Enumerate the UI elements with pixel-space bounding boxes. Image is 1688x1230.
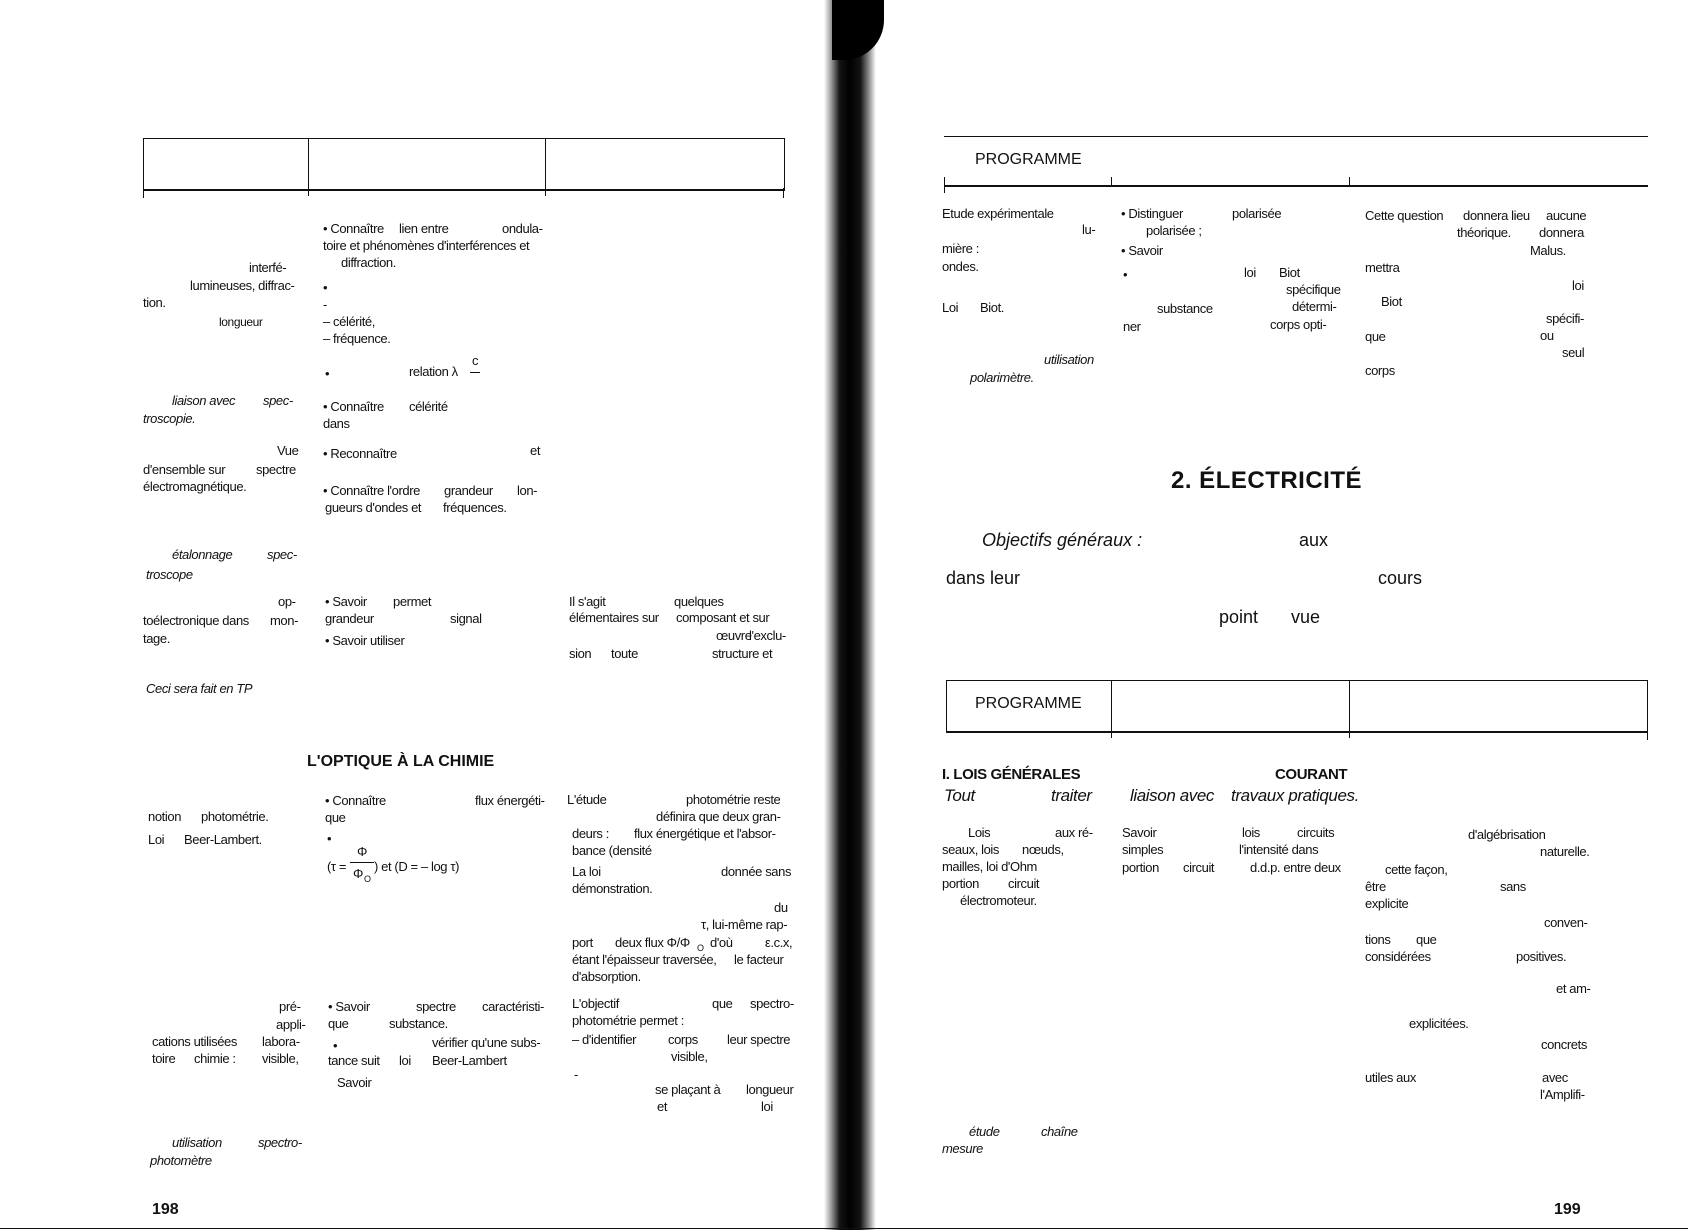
col2-text: • xyxy=(325,366,330,381)
bottom-col3-text: et am- xyxy=(1556,981,1591,996)
col2-text: lon- xyxy=(517,483,538,498)
col2-text: tance suit xyxy=(328,1053,380,1068)
bottom-col3-text: l'Amplifi- xyxy=(1540,1087,1585,1102)
col3-text: loi xyxy=(761,1099,773,1114)
col2-text: fréquences. xyxy=(443,500,507,515)
left-header-divider-1 xyxy=(308,138,309,196)
left-section-title: L'OPTIQUE À LA CHIMIE xyxy=(307,753,495,770)
col3-text: démonstration. xyxy=(572,881,653,896)
col3-text: τ, lui-même rap- xyxy=(701,917,788,932)
objectifs-text: vue xyxy=(1291,607,1321,627)
col3-text: sion xyxy=(569,646,592,661)
col3-text: le facteur xyxy=(734,952,784,967)
bottom-col3-text: positives. xyxy=(1516,949,1567,964)
col2-text: permet xyxy=(393,594,432,609)
col1-text: tage. xyxy=(143,631,170,646)
col3-text: bance (densité xyxy=(572,843,652,858)
bottom-col2-text: lois xyxy=(1242,825,1260,840)
top-col2-text: substance xyxy=(1157,301,1213,316)
top-col3-text: seul xyxy=(1562,345,1585,360)
col2-text: • Savoir xyxy=(328,999,370,1014)
col2-text: • xyxy=(327,831,332,846)
top-col2-text: polarisée ; xyxy=(1146,223,1202,238)
col2-text: que xyxy=(328,1016,349,1031)
top-col1-text: Loi xyxy=(942,300,959,315)
col3-text: La loi xyxy=(572,864,601,879)
col3-text: composant et sur xyxy=(676,610,770,625)
col3-text: du xyxy=(774,900,788,915)
tau-fraction-bar xyxy=(350,862,374,863)
col1-text: photométrie. xyxy=(201,809,269,824)
col2-text: grandeur xyxy=(444,483,493,498)
col3-text: se plaçant à xyxy=(655,1082,721,1097)
col2-text: • Connaître l'ordre xyxy=(323,483,420,498)
col1-text: tion. xyxy=(143,295,166,310)
top-col2-text: détermi- xyxy=(1292,299,1337,314)
col2-text: loi xyxy=(399,1053,411,1068)
top-col2-text: • Savoir xyxy=(1121,243,1163,258)
top-col1-text: polarimètre. xyxy=(970,370,1034,385)
electricite-title: 2. ÉLECTRICITÉ xyxy=(1171,467,1363,494)
objectifs-text: point xyxy=(1219,607,1259,627)
bottom-col3-text: concrets xyxy=(1541,1037,1587,1052)
bottom-col2-text: l'intensité dans xyxy=(1239,842,1319,857)
bottom-col3-text: avec xyxy=(1542,1070,1568,1085)
col2-text: signal xyxy=(450,611,482,626)
lois-heading: COURANT xyxy=(1275,766,1348,783)
col2-text: – fréquence. xyxy=(323,331,391,346)
col1-text: appli- xyxy=(276,1017,306,1032)
bottom-col1-text: étude xyxy=(969,1124,1000,1139)
bottom-col2-text: circuit xyxy=(1183,860,1215,875)
col2-text: • Connaître xyxy=(323,221,384,236)
col3-text: Il s'agit xyxy=(569,594,606,609)
bottom-col1-text: mailles, loi d'Ohm xyxy=(942,859,1037,874)
col1-text: Loi xyxy=(148,832,165,847)
col3-text: ε.c.x, xyxy=(765,935,793,950)
page-number-left: 198 xyxy=(152,1201,179,1218)
col3-text: – d'identifier xyxy=(572,1032,637,1047)
col1-text: spec- xyxy=(267,547,297,562)
top-col2-text: polarisée xyxy=(1232,206,1282,221)
bottom-col1-text: mesure xyxy=(942,1141,983,1156)
bottom-col3-text: conven- xyxy=(1544,915,1588,930)
bottom-col3-text: considérées xyxy=(1365,949,1431,964)
bottom-col1-text: portion xyxy=(942,876,979,891)
col3-text: deux flux Φ/Φ xyxy=(615,935,690,950)
col3-text: L'objectif xyxy=(572,996,619,1011)
col2-text: - xyxy=(323,297,327,312)
col1-text: mon- xyxy=(270,613,299,628)
bottom-col3-text: être xyxy=(1365,879,1386,894)
col3-text: corps xyxy=(668,1032,698,1047)
col1-text: lumineuses, diffrac- xyxy=(190,278,295,293)
col1-text: troscopie. xyxy=(143,411,196,426)
bottom-col3-text: utiles aux xyxy=(1365,1070,1416,1085)
col3-text: photométrie reste xyxy=(686,792,781,807)
lois-subheading: traiter xyxy=(1051,786,1092,805)
top-col3-text: mettra xyxy=(1365,260,1400,275)
bottom-col3-text: sans xyxy=(1500,879,1526,894)
col2-text: Beer-Lambert xyxy=(432,1053,507,1068)
bottom-header-tick-right xyxy=(1647,730,1648,740)
top-col2-text: • xyxy=(1123,267,1128,282)
lois-subheading: liaison avec xyxy=(1130,786,1215,805)
col2-text: c xyxy=(472,353,479,368)
col2-text: vérifier qu'une subs- xyxy=(432,1035,541,1050)
col1-text: pré- xyxy=(279,999,301,1014)
bottom-col3-text: que xyxy=(1416,932,1437,947)
col2-text: et xyxy=(530,443,541,458)
bottom-col2-text: Savoir xyxy=(1122,825,1157,840)
top-col2-text: ner xyxy=(1123,319,1141,334)
col2-text: • Reconnaître xyxy=(323,446,397,461)
col3-text: longueur xyxy=(746,1082,794,1097)
col2-text: relation λ xyxy=(409,364,458,379)
col3-text: photométrie permet : xyxy=(572,1013,684,1028)
col2-text: • xyxy=(323,280,328,295)
col1-text: labora- xyxy=(262,1034,300,1049)
top-col3-text: théorique. xyxy=(1457,225,1511,240)
col2-text: (τ = xyxy=(327,859,347,874)
col2-text: diffraction. xyxy=(341,255,396,270)
col1-text: notion xyxy=(148,809,182,824)
col1-text: photomètre xyxy=(150,1153,212,1168)
col2-text: substance. xyxy=(389,1016,448,1031)
top-col1-text: utilisation xyxy=(1044,352,1094,367)
col3-text: toute xyxy=(611,646,638,661)
col1-text: troscope xyxy=(146,567,193,582)
bottom-col1-text: nœuds, xyxy=(1022,842,1064,857)
col3-text: œuvre xyxy=(716,628,752,643)
col2-text: • Connaître xyxy=(323,399,384,414)
bottom-header-divider-1 xyxy=(1111,680,1112,738)
col1-text: visible, xyxy=(262,1051,299,1066)
col3-text: visible, xyxy=(671,1049,708,1064)
top-col3-text: spécifi- xyxy=(1546,311,1584,326)
objectifs-text: dans leur xyxy=(946,568,1021,588)
col3-text: que xyxy=(712,996,733,1011)
col2-text: ondula- xyxy=(502,221,543,236)
col3-text: et xyxy=(657,1099,668,1114)
top-table-tick xyxy=(944,177,945,193)
right-page xyxy=(860,0,1688,1230)
programme-label: PROGRAMME xyxy=(975,151,1082,168)
col2-text: que xyxy=(325,810,346,825)
top-col3-text: Cette question xyxy=(1365,208,1444,223)
top-col1-text: mière : xyxy=(942,241,979,256)
left-header-tick-right xyxy=(783,188,784,198)
top-table-rule xyxy=(944,136,1648,137)
col3-text: spectro- xyxy=(750,996,794,1011)
top-col1-text: Biot. xyxy=(980,300,1005,315)
left-header-divider-2 xyxy=(545,138,546,196)
bottom-col2-text: simples xyxy=(1122,842,1164,857)
col3-text: - xyxy=(574,1067,578,1082)
col2-text: O xyxy=(364,874,371,884)
col3-text: O xyxy=(697,943,704,953)
programme-label: PROGRAMME xyxy=(975,695,1082,712)
col1-text: interfé- xyxy=(249,260,287,275)
top-col1-text: ondes. xyxy=(942,259,979,274)
top-col3-text: corps xyxy=(1365,363,1395,378)
col3-text: L'étude xyxy=(567,792,607,807)
col2-text: • Savoir xyxy=(325,594,367,609)
col3-text: l'exclu- xyxy=(749,628,786,643)
bottom-col3-text: tions xyxy=(1365,932,1391,947)
left-header-table xyxy=(143,138,785,191)
bottom-col1-text: seaux, lois xyxy=(942,842,1000,857)
objectifs-label: Objectifs généraux : xyxy=(982,530,1143,550)
col1-text: utilisation xyxy=(172,1135,222,1150)
bottom-header-divider-2 xyxy=(1349,680,1350,738)
top-col1-text: lu- xyxy=(1082,222,1096,237)
col1-text: d'ensemble sur xyxy=(143,462,226,477)
bottom-edge-rule xyxy=(0,1228,1688,1229)
bottom-col3-text: explicite xyxy=(1365,896,1409,911)
bottom-col1-text: aux ré- xyxy=(1055,825,1093,840)
top-col2-text: spécifique xyxy=(1286,282,1341,297)
col1-text: longueur xyxy=(219,315,263,329)
col1-text: Ceci sera fait en TP xyxy=(146,681,253,696)
col3-text: d'où xyxy=(710,935,733,950)
col2-text: – célérité, xyxy=(323,314,375,329)
top-col1-text: Etude expérimentale xyxy=(942,206,1054,221)
bottom-col1-text: chaîne xyxy=(1041,1124,1078,1139)
top-col3-text: loi xyxy=(1572,278,1584,293)
top-col2-text: corps opti- xyxy=(1270,317,1327,332)
col2-text: • Connaître xyxy=(325,793,386,808)
top-col3-text: donnera xyxy=(1539,225,1584,240)
lois-heading: I. LOIS GÉNÉRALES xyxy=(942,766,1081,783)
col2-text: gueurs d'ondes et xyxy=(325,500,422,515)
col2-text: • xyxy=(333,1038,338,1053)
col3-text: étant l'épaisseur traversée, xyxy=(572,952,717,967)
top-table-tick xyxy=(1111,177,1112,187)
col1-text: cations utilisées xyxy=(152,1034,237,1049)
col3-text: leur spectre xyxy=(727,1032,791,1047)
top-table-tick xyxy=(1349,177,1350,187)
col3-text: élémentaires sur xyxy=(569,610,659,625)
col1-text: op- xyxy=(278,594,296,609)
top-col3-text: aucune xyxy=(1546,208,1587,223)
bottom-col3-text: naturelle. xyxy=(1540,844,1590,859)
col1-text: électromagnétique. xyxy=(143,479,247,494)
page-number-right: 199 xyxy=(1554,1201,1581,1218)
col2-text: dans xyxy=(323,416,350,431)
top-col2-text: loi xyxy=(1244,265,1256,280)
bottom-col2-text: portion xyxy=(1122,860,1159,875)
col3-text: d'absorption. xyxy=(572,969,641,984)
left-header-tick-left xyxy=(143,188,144,198)
top-col2-text: Biot xyxy=(1279,265,1300,280)
col2-text: Φ xyxy=(353,866,363,881)
col2-text: lien entre xyxy=(399,221,449,236)
top-col3-text: ou xyxy=(1540,328,1554,343)
col1-text: liaison avec xyxy=(172,393,236,408)
bottom-col1-text: électromoteur. xyxy=(960,893,1037,908)
bottom-col3-text: d'algébrisation xyxy=(1468,827,1546,842)
col1-text: Vue xyxy=(277,443,299,458)
col2-text: • Savoir utiliser xyxy=(325,633,405,648)
col1-text: toélectronique dans xyxy=(143,613,249,628)
col3-text: port xyxy=(572,935,593,950)
bottom-col1-text: circuit xyxy=(1008,876,1040,891)
lois-subheading: Tout xyxy=(944,786,975,805)
top-table-underline xyxy=(944,185,1648,187)
bottom-col1-text: Lois xyxy=(968,825,991,840)
col2-text: grandeur xyxy=(325,611,374,626)
col1-text: toire xyxy=(152,1051,176,1066)
top-col3-text: que xyxy=(1365,329,1386,344)
left-page xyxy=(0,0,820,1230)
bottom-col3-text: explicitées. xyxy=(1409,1016,1469,1031)
col2-text: ) et (D = – log τ) xyxy=(374,859,459,874)
top-col2-text: • Distinguer xyxy=(1121,206,1183,221)
col1-text: Beer-Lambert. xyxy=(184,832,262,847)
col2-text: Φ xyxy=(357,844,367,859)
col3-text: deurs : xyxy=(572,826,609,841)
col1-text: chimie : xyxy=(194,1051,236,1066)
col2-text: célérité xyxy=(409,399,448,414)
lois-subheading: travaux pratiques. xyxy=(1231,786,1359,805)
col1-text: spec- xyxy=(263,393,293,408)
col2-text: Savoir xyxy=(337,1075,372,1090)
col2-text: spectre xyxy=(416,999,456,1014)
top-col3-text: Biot xyxy=(1381,294,1402,309)
col3-text: donnée sans xyxy=(721,864,792,879)
col3-text: quelques xyxy=(674,594,724,609)
bottom-col3-text: cette façon, xyxy=(1385,862,1448,877)
col2-text: toire et phénomènes d'interférences et xyxy=(323,238,530,253)
col1-text: spectro- xyxy=(258,1135,302,1150)
col1-text: étalonnage xyxy=(172,547,233,562)
top-col3-text: Malus. xyxy=(1530,243,1566,258)
col3-text: structure et xyxy=(712,646,773,661)
col3-text: flux énergétique et l'absor- xyxy=(634,826,776,841)
top-col3-text: donnera lieu xyxy=(1463,208,1530,223)
objectifs-text: cours xyxy=(1378,568,1423,588)
col1-text: spectre xyxy=(256,462,296,477)
col2-text: caractéristi- xyxy=(482,999,544,1014)
objectifs-text: aux xyxy=(1299,530,1329,550)
bottom-col2-text: d.d.p. entre deux xyxy=(1250,860,1341,875)
relation-fraction-bar xyxy=(470,372,480,373)
col2-text: flux énergéti- xyxy=(475,793,545,808)
col3-text: définira que deux gran- xyxy=(656,809,781,824)
bottom-col2-text: circuits xyxy=(1297,825,1335,840)
